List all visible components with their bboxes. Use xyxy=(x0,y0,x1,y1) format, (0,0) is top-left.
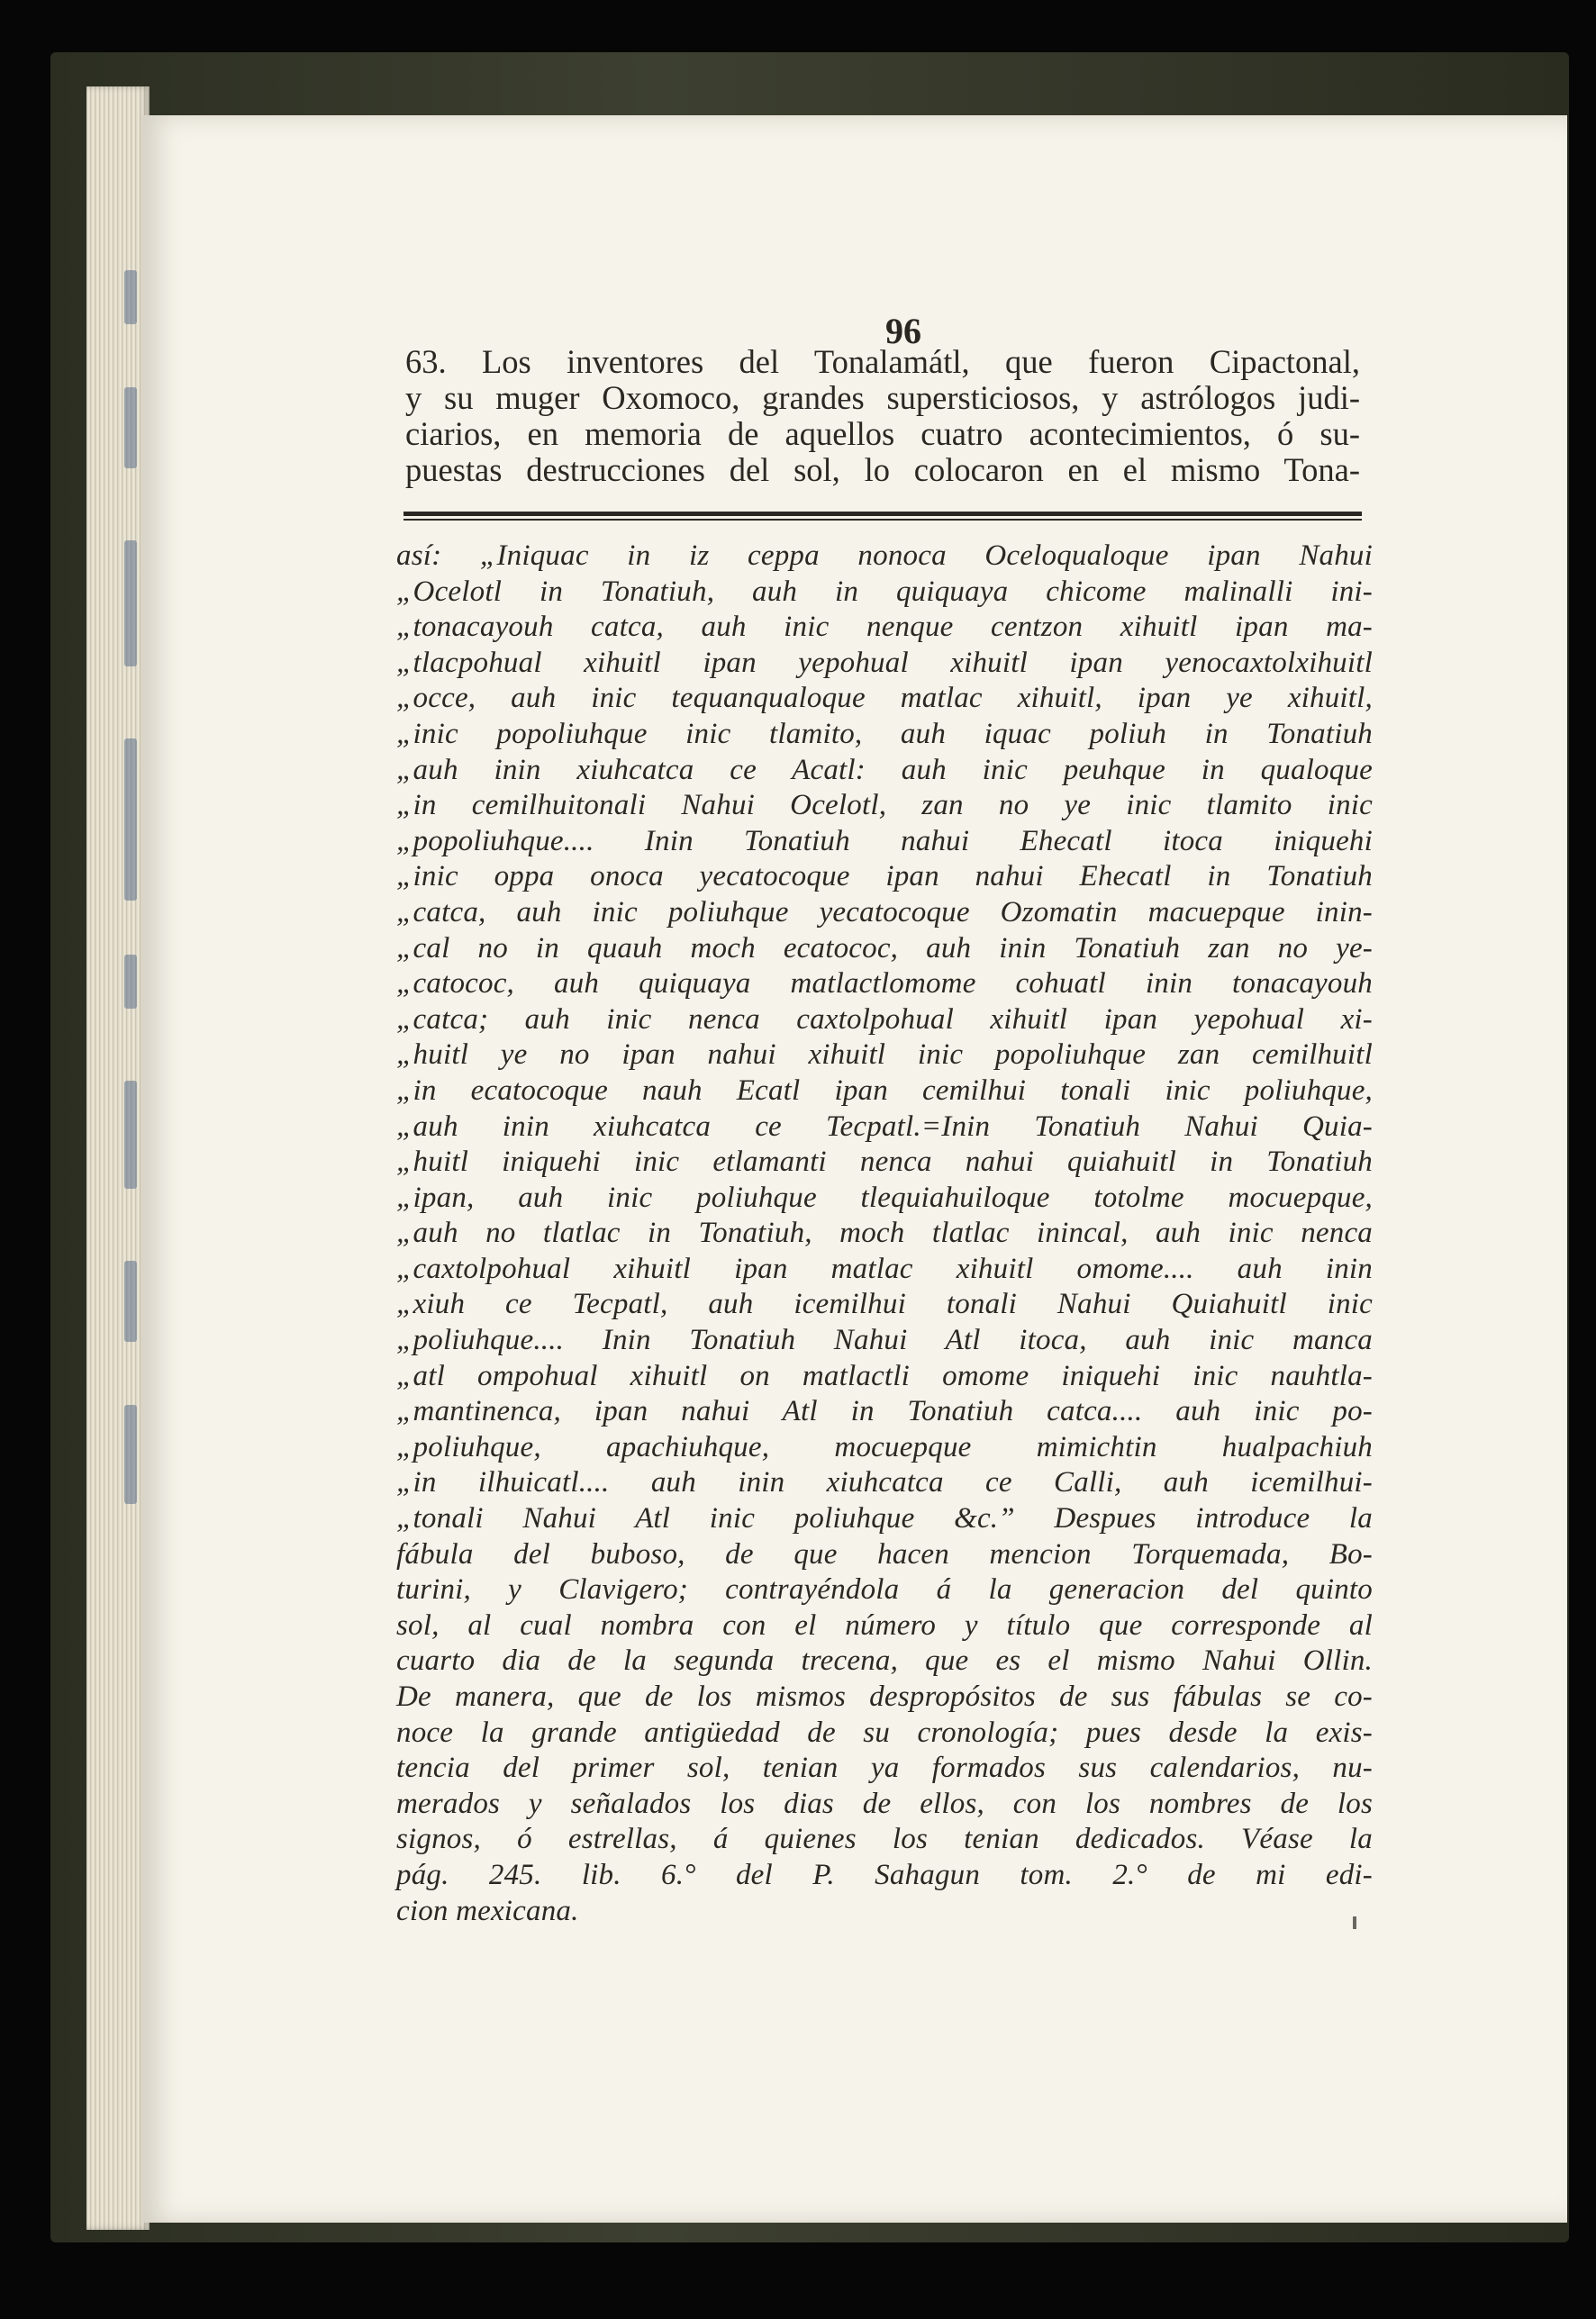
footnote-line: „auh inin xiuhcatca ce Tecpatl.=Inin Tonatiuh Nahui Quia- xyxy=(396,1110,1373,1143)
footnote-line: „cal no in quauh moch ecatococ, auh inin Tonatiuh zan no ye- xyxy=(396,931,1373,965)
paragraph-line: 63. Los inventores del Tonalamátl, que fueron Cipactonal, xyxy=(405,343,1360,380)
paragraph-line: ciarios, en memoria de aquellos cuatro acontecimientos, ó su- xyxy=(405,415,1360,452)
footnote-line: merados y señalados los dias de ellos, con los nombres de los xyxy=(396,1787,1373,1820)
footnote-line: „tonacayouh catca, auh inic nenque centzon xihuitl ipan ma- xyxy=(396,611,1373,644)
footnote-line: sol, al cual nombra con el número y título que corresponde al xyxy=(396,1608,1373,1642)
main-paragraph xyxy=(405,344,1360,488)
page-number: 96 xyxy=(885,311,921,351)
footnote-line: „occe, auh inic tequanqualoque matlac xihuitl, ipan ye xihuitl, xyxy=(396,682,1373,715)
footnote-line: „popoliuhque.... Inin Tonatiuh nahui Ehecatl itoca iniquehi xyxy=(396,824,1373,857)
footnote-line: „Ocelotl in Tonatiuh, auh in quiquaya chicome malinalli ini- xyxy=(396,575,1373,608)
footnote-line: turini, y Clavigero; contrayéndola á la generacion del quinto xyxy=(396,1573,1373,1607)
footnote-line: „mantinenca, ipan nahui Atl in Tonatiuh catca.... auh inic po- xyxy=(396,1395,1373,1428)
footnote-line: „catca, auh inic poliuhque yecatocoque Ozomatin macuepque inin- xyxy=(396,895,1373,929)
footnote-line: „atl ompohual xihuitl on matlactli omome iniquehi inic nauhtla- xyxy=(396,1359,1373,1392)
footnote-line: cion mexicana. xyxy=(396,1894,579,1927)
footnote-rule xyxy=(404,512,1362,516)
paragraph-line: y su muger Oxomoco, grandes supersticiosos, y astrólogos judi- xyxy=(405,379,1360,416)
ink-mark xyxy=(1353,1916,1356,1929)
footnote-line: así: „Iniquac in iz ceppa nonoca Oceloqualoque ipan Nahui xyxy=(396,539,1373,572)
footnote-line: „poliuhque, apachiuhque, mocuepque mimichtin hualpachiuh xyxy=(396,1430,1373,1463)
footnote-line: „inic popoliuhque inic tlamito, auh iquac poliuh in Tonatiuh xyxy=(396,717,1373,750)
footnote-line: „auh inin xiuhcatca ce Acatl: auh inic peuhque in qualoque xyxy=(396,753,1373,786)
footnote-line: „inic oppa onoca yecatocoque ipan nahui Ehecatl in Tonatiuh xyxy=(396,860,1373,893)
footnote-line: fábula del buboso, de que hacen mencion Torquemada, Bo- xyxy=(396,1537,1373,1571)
footnote-line: De manera, que de los mismos despropósitos de sus fábulas se co- xyxy=(396,1680,1373,1713)
footnote-line: „in ecatocoque nauh Ecatl ipan cemilhui tonali inic poliuhque, xyxy=(396,1073,1373,1107)
footnote-line: „catococ, auh quiquaya matlactlomome cohuatl inin tonacayouh xyxy=(396,967,1373,1001)
footnote-line: „catca; auh inic nenca caxtolpohual xihuitl ipan yepohual xi- xyxy=(396,1002,1373,1036)
footnote-line: „huitl iniquehi inic etlamanti nenca nahui quiahuitl in Tonatiuh xyxy=(396,1146,1373,1179)
footnote-line: tencia del primer sol, tenian ya formados sus calendarios, nu- xyxy=(396,1752,1373,1785)
footnote-line: cuarto dia de la segunda trecena, que es el mismo Nahui Ollin. xyxy=(396,1644,1373,1678)
paragraph-line: puestas destrucciones del sol, lo colocaron en el mismo Tona- xyxy=(405,451,1360,488)
footnote-line: noce la grande antigüedad de su cronología; pues desde la exis- xyxy=(396,1716,1373,1749)
footnote-rule-thin xyxy=(404,519,1362,521)
footnote-line: „tlacpohual xihuitl ipan yepohual xihuitl ipan yenocaxtolxihuitl xyxy=(396,646,1373,679)
footnote-line: „in ilhuicatl.... auh inin xiuhcatca ce Calli, auh icemilhui- xyxy=(396,1466,1373,1499)
footnote-line: „poliuhque.... Inin Tonatiuh Nahui Atl itoca, auh inic manca xyxy=(396,1324,1373,1357)
footnote-line: „in cemilhuitonali Nahui Ocelotl, zan no ye inic tlamito inic xyxy=(396,789,1373,822)
footnote-line: „huitl ye no ipan nahui xihuitl inic popoliuhque zan cemilhuitl xyxy=(396,1038,1373,1072)
footnote-line: „caxtolpohual xihuitl ipan matlac xihuitl omome.... auh inin xyxy=(396,1252,1373,1285)
footnote-line: signos, ó estrellas, á quienes los tenian dedicados. Véase la xyxy=(396,1823,1373,1856)
footnote-text xyxy=(396,539,1373,1929)
footnote-line: „xiuh ce Tecpatl, auh icemilhui tonali Nahui Quiahuitl inic xyxy=(396,1288,1373,1321)
edge-stamp-marks xyxy=(124,270,142,1531)
footnote-line: pág. 245. lib. 6.° del P. Sahagun tom. 2.° de mi edi- xyxy=(396,1858,1373,1891)
footnote-line: „auh no tlatlac in Tonatiuh, moch tlatlac inincal, auh inic nenca xyxy=(396,1217,1373,1250)
footnote-line: „tonali Nahui Atl inic poliuhque &c.” Despues introduce la xyxy=(396,1502,1373,1535)
footnote-line: „ipan, auh inic poliuhque tlequiahuiloque totolme mocuepque, xyxy=(396,1181,1373,1214)
